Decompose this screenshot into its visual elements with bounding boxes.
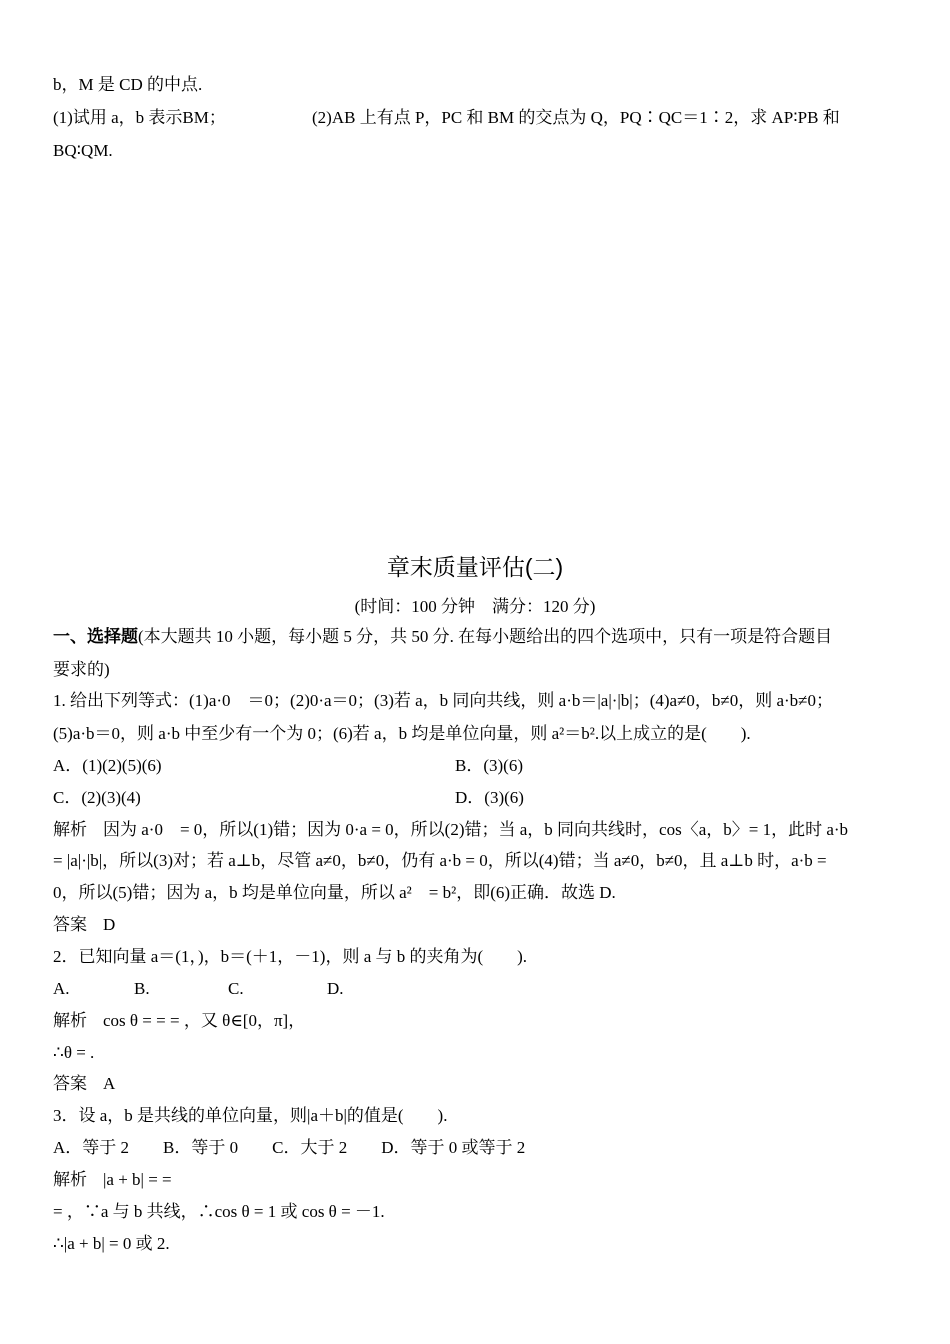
q1-option-c: C．(2)(3)(4)	[53, 788, 141, 807]
top-line-3: BQ∶QM.	[53, 141, 113, 160]
q2-option-a: A.	[53, 979, 70, 998]
top-line-1: b，M 是 CD 的中点.	[53, 75, 203, 94]
analysis-label: 解析	[53, 820, 87, 839]
q3-stem: 3．设 a，b 是共线的单位向量，则|a＋b|的值是( ).	[53, 1106, 448, 1125]
q1-option-d: D．(3)(6)	[455, 788, 524, 807]
q1-answer-value: D	[103, 915, 116, 934]
top-question-1: (1)试用 a，b 表示BM；	[53, 108, 226, 127]
q3-analysis-text: |a + b| = =	[103, 1170, 172, 1189]
q1-option-b: B．(3)(6)	[455, 756, 523, 775]
q1-stem-1: 1. 给出下列等式：(1)a·0 ＝0；(2)0·a＝0；(3)若 a，b 同向共线，则 a·b＝|a|·|b|；(4)a≠0，b≠0，则 a·b≠0；	[53, 691, 834, 710]
q2-option-d: D.	[327, 979, 344, 998]
section-heading: 一、选择题	[53, 627, 138, 646]
q1-analysis-text: 因为 a·0 = 0，所以(1)错；因为 0·a = 0，所以(2)错；当 a，b 同向共线时，cos〈a，b〉= 1，此时 a·b	[103, 820, 849, 839]
q3-analysis-2: = ，∵a 与 b 共线，∴cos θ = 1 或 cos θ = －1.	[53, 1202, 385, 1221]
analysis-label: 解析	[53, 1170, 87, 1189]
answer-label: 答案	[53, 915, 87, 934]
q1-stem-2: (5)a·b＝0，则 a·b 中至少有一个为 0；(6)若 a，b 均是单位向量，则 a²＝b².以上成立的是( ).	[53, 724, 751, 743]
section-desc: (本大题共 10 小题，每小题 5 分，共 50 分. 在每小题给出的四个选项中，只有一项是符合题目	[138, 627, 833, 646]
q3-analysis-1	[53, 1169, 172, 1191]
q2-analysis-2: ∴θ = .	[53, 1043, 95, 1062]
q2-analysis-1	[53, 1010, 305, 1032]
q2-option-b: B.	[134, 979, 150, 998]
q1-answer	[53, 914, 115, 936]
section-desc-2: 要求的)	[53, 660, 110, 679]
q2-stem: 2．已知向量 a＝(1，)，b＝(＋1，－1)，则 a 与 b 的夹角为( ).	[53, 947, 528, 966]
top-question-2: (2)AB 上有点 P，PC 和 BM 的交点为 Q，PQ∶QC＝1∶2，求 AP∶PB 和	[312, 108, 840, 127]
q1-analysis-3: 0，所以(5)错；因为 a，b 均是单位向量，所以 a² = b²，即(6)正确．故选 D.	[53, 883, 616, 902]
q2-answer	[53, 1073, 115, 1095]
page-subtitle: (时间：100 分钟 满分：120 分)	[354, 597, 596, 616]
q2-option-c: C.	[228, 979, 244, 998]
q3-options: A．等于 2 B．等于 0 C．大于 2 D．等于 0 或等于 2	[53, 1138, 526, 1157]
q2-answer-value: A	[103, 1074, 116, 1093]
q1-analysis-2: = |a|·|b|，所以(3)对；若 a⊥b，尽管 a≠0，b≠0，仍有 a·b = 0，所以(4)错；当 a≠0，b≠0，且 a⊥b 时，a·b =	[53, 851, 827, 870]
page-title: 章末质量评估(二)	[386, 554, 564, 580]
section-1-header	[53, 626, 832, 648]
analysis-label: 解析	[53, 1011, 87, 1030]
q2-analysis-text: cos θ = = = ，又 θ∈[0，π]，	[103, 1011, 306, 1030]
q1-analysis-1	[53, 819, 848, 841]
answer-label: 答案	[53, 1074, 87, 1093]
q1-option-a: A．(1)(2)(5)(6)	[53, 756, 162, 775]
q3-analysis-3: ∴|a + b| = 0 或 2.	[53, 1234, 170, 1253]
